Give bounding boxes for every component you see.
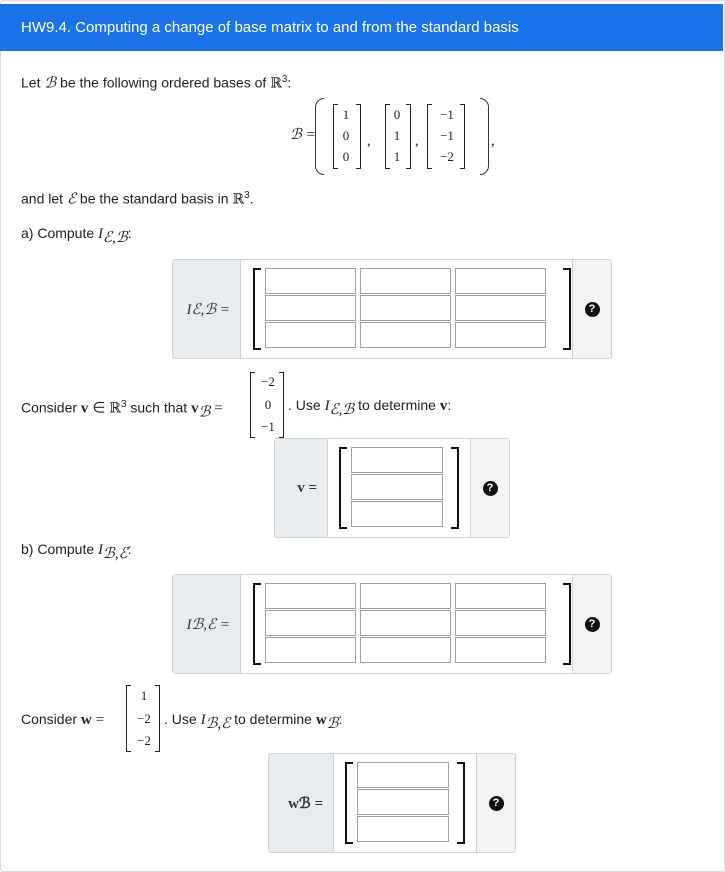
bracket-right (563, 268, 571, 350)
vector-label-v (275, 439, 328, 537)
vector-label-wb-text: wℬ = (288, 795, 323, 812)
equals-sign: = (95, 712, 105, 728)
vec3-entry: −2 (440, 149, 454, 164)
help-icon: ? (483, 481, 498, 496)
basis-lhs-text: ℬ = (290, 127, 316, 143)
matrix-a-cell-r1c1[interactable] (265, 268, 356, 294)
matrix-b-cell-r2c3[interactable] (455, 610, 546, 636)
vector-wb-cell-2[interactable] (357, 789, 449, 815)
matrix-b-cell-r3c2[interactable] (360, 637, 451, 663)
colon: : (287, 74, 292, 91)
such-that-text: such that (130, 399, 188, 416)
vector-wb-cell-1[interactable] (357, 762, 449, 788)
target-w-subscript: ℬ (326, 715, 339, 732)
part-a-text: a) Compute (21, 225, 95, 241)
help-icon: ? (585, 617, 600, 632)
matrix-a-cell-r3c3[interactable] (455, 322, 546, 348)
w-entry: 1 (140, 688, 148, 703)
matrix-a-cell-r1c3[interactable] (455, 268, 546, 294)
help-button-a[interactable] (572, 260, 611, 358)
intro-text: Let (21, 74, 41, 91)
matrix-b-cell-r1c1[interactable] (265, 583, 356, 609)
matrix-subscript: ℬ,ℰ (205, 715, 231, 732)
matrix-input-a (172, 259, 612, 359)
vec1-entry: 0 (342, 128, 350, 143)
matrix-symbol: I (98, 542, 104, 558)
reals-symbol: ℝ (270, 75, 282, 92)
help-button-wb[interactable] (476, 754, 515, 852)
basis-symbol: ℬ (44, 75, 57, 92)
target-v-symbol: v (439, 398, 448, 414)
vec3-entry: −1 (440, 107, 454, 122)
separator: , (415, 133, 419, 149)
vector-vb-subscript: ℬ (198, 404, 211, 421)
reals-symbol: ℝ (232, 191, 245, 208)
vec2-entry: 1 (393, 149, 401, 164)
help-icon: ? (585, 302, 600, 317)
determine-text: to determine (234, 711, 312, 727)
vector-v-cell-3[interactable] (351, 501, 443, 527)
w-entry: −2 (137, 733, 151, 748)
separator: , (367, 133, 371, 149)
matrix-subscript: ℬ,ℰ (103, 545, 128, 562)
help-button-b[interactable] (572, 575, 611, 673)
matrix-symbol: I (98, 226, 104, 242)
part-b-text: b) Compute (21, 541, 95, 557)
matrix-a-cell-r2c2[interactable] (360, 295, 451, 321)
matrix-b-cell-r3c3[interactable] (455, 637, 546, 663)
exponent: 3 (120, 399, 127, 410)
bracket-left (339, 447, 347, 529)
matrix-a-cell-r3c2[interactable] (360, 322, 451, 348)
matrix-a-cell-r2c1[interactable] (265, 295, 356, 321)
vb-entry: −1 (261, 419, 275, 434)
intro-line (21, 71, 291, 93)
equals-sign: = (214, 400, 223, 417)
bracket-left (345, 762, 353, 844)
element-of-symbol: ∈ (92, 400, 106, 417)
question-title: HW9.4. Computing a change of base matrix to and from the standard basis (0, 4, 723, 51)
matrix-a-cell-r3c1[interactable] (265, 322, 356, 348)
use-text: . Use (288, 397, 321, 413)
vector-v-cell-2[interactable] (351, 474, 443, 500)
part-a-prompt (21, 224, 132, 247)
matrix-b-cell-r2c1[interactable] (265, 610, 356, 636)
matrix-b-cell-r1c2[interactable] (360, 583, 451, 609)
paren-left (315, 98, 324, 175)
help-button-v[interactable] (470, 439, 509, 537)
exponent: 3 (244, 190, 250, 201)
separator: , (491, 133, 495, 149)
bracket-left (253, 268, 261, 350)
exponent: 3 (281, 74, 288, 85)
matrix-label-b: Iℬ,ℰ = (173, 575, 241, 673)
matrix-symbol: I (324, 398, 330, 414)
vector-wb-cell-3[interactable] (357, 816, 449, 842)
bracket-right (563, 583, 571, 665)
standard-symbol: ℰ (66, 191, 77, 208)
target-w-symbol: w (315, 712, 327, 728)
vector-input-v (274, 438, 510, 538)
intro-text-2: be the following ordered bases of (60, 74, 267, 91)
colon: : (127, 541, 132, 557)
matrix-input-b (172, 574, 612, 674)
vector-label-v-text: v = (297, 479, 317, 496)
standard-text-2: be the standard basis in (79, 190, 229, 207)
colon: : (447, 397, 452, 413)
consider-w-line (21, 710, 104, 729)
bracket-right (457, 762, 465, 844)
standard-text: and let (21, 190, 64, 207)
vec1-entry: 0 (342, 149, 350, 164)
use-line-v (288, 396, 451, 419)
vec3-entry: −1 (440, 128, 454, 143)
vector-label-wb (269, 754, 334, 852)
matrix-subscript: ℰ,ℬ (103, 229, 128, 246)
consider-v-line (21, 396, 223, 421)
matrix-subscript: ℰ,ℬ (329, 401, 355, 418)
vec2-entry: 1 (393, 128, 401, 143)
colon: : (338, 711, 343, 727)
standard-basis-line (21, 187, 254, 209)
basis-lhs (290, 126, 316, 144)
vector-w-symbol: w (80, 712, 92, 728)
use-text: . Use (164, 711, 197, 727)
period: . (249, 190, 254, 207)
matrix-b-cell-r2c2[interactable] (360, 610, 451, 636)
determine-text: to determine (358, 397, 436, 413)
matrix-label-a: Iℰ,ℬ = (173, 260, 241, 358)
consider-text: Consider (21, 399, 78, 416)
matrix-b-cell-r3c1[interactable] (265, 637, 356, 663)
consider-text: Consider (21, 711, 78, 727)
vec1-entry: 1 (342, 107, 350, 122)
vec2-entry: 0 (393, 107, 401, 122)
matrix-a-cell-r2c3[interactable] (455, 295, 546, 321)
vb-entry: 0 (264, 397, 272, 412)
reals-symbol: ℝ (109, 400, 121, 417)
vector-vb-symbol: v (191, 400, 199, 417)
matrix-b-cell-r1c3[interactable] (455, 583, 546, 609)
bracket-right (451, 447, 459, 529)
help-icon: ? (489, 796, 504, 811)
vector-v-symbol: v (80, 400, 89, 417)
vb-entry: −2 (261, 374, 275, 389)
vector-v-cell-1[interactable] (351, 447, 443, 473)
vector-input-wb (268, 753, 516, 853)
w-entry: −2 (137, 711, 151, 726)
paren-right (480, 98, 489, 175)
part-b-prompt (21, 540, 132, 563)
matrix-symbol: I (200, 712, 206, 728)
use-line-w (164, 710, 342, 733)
bracket-left (253, 583, 261, 665)
matrix-a-cell-r1c2[interactable] (360, 268, 451, 294)
colon: : (127, 225, 132, 241)
